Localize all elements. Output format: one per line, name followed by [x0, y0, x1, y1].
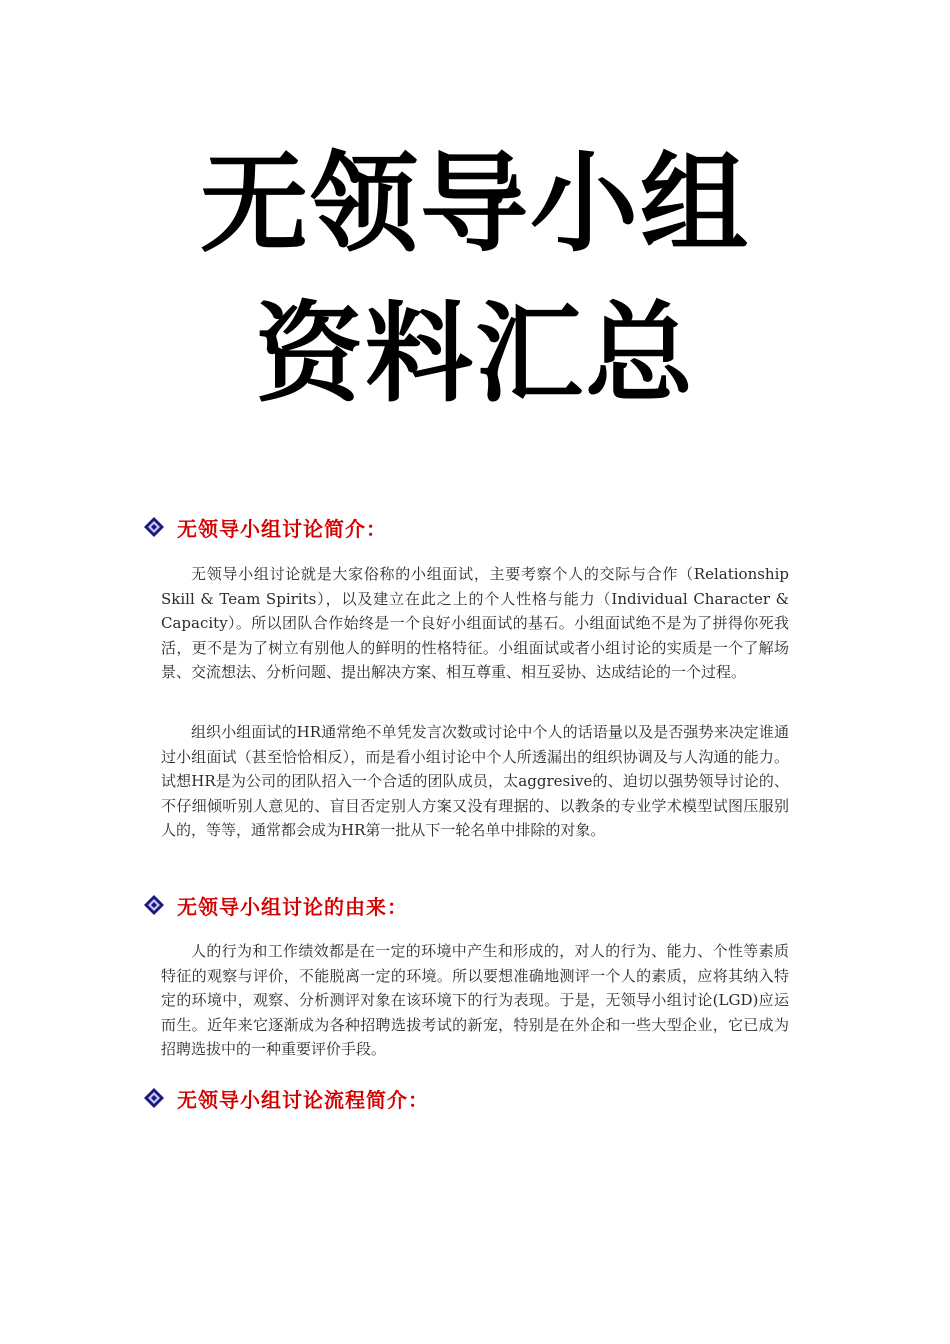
diamond-bullet-icon — [143, 894, 165, 916]
paragraph-intro-2: 组织小组面试的HR通常绝不单凭发言次数或讨论中个人的话语量以及是否强势来决定谁通过小组面试（甚至恰恰相反），而是看小组讨论中个人所透漏出的组织协调及与人沟通的能力。试想HR是为公司的团队招入一个合适的团队成员，太aggresive的、迫切以强势领导讨论的、不仔细倾听别人意见的、盲目否定别人方案又没有理据的、以教条的专业学术模型试图压服别人的，等等，通常都会成为HR第一批从下一轮名单中排除的对象。 — [161, 723, 789, 840]
document-title-line-2: 资料汇总 — [254, 292, 695, 417]
section-heading-origin — [143, 887, 408, 923]
diamond-bullet-icon — [143, 1087, 165, 1109]
section-heading-text: 无领导小组讨论的由来： — [177, 894, 408, 919]
document-title-line-1: 无领导小组 — [199, 142, 750, 267]
section-heading-process — [143, 1080, 429, 1116]
diamond-bullet-icon — [143, 516, 165, 538]
section-heading-text: 无领导小组讨论流程简介： — [177, 1087, 429, 1112]
section-heading-text: 无领导小组讨论简介： — [177, 516, 387, 541]
section-heading-intro — [143, 509, 387, 545]
paragraph-intro-1: 无领导小组讨论就是大家俗称的小组面试，主要考察个人的交际与合作（Relationship Skill & Team Spirits），以及建立在此之上的个人性格与能力（Individual Character & Capacity）。所以团队合作始终是一个良好小组面试的基石。小组面试绝不是为了拼得你死我活，更不是为了树立有别他人的鲜明的性格特征。小组面试或者小组讨论的实质是一个了解场景、交流想法、分析问题、提出解决方案、相互尊重、相互妥协、达成结论的一个过程。 — [161, 565, 789, 682]
paragraph-origin-1: 人的行为和工作绩效都是在一定的环境中产生和形成的，对人的行为、能力、个性等素质特征的观察与评价，不能脱离一定的环境。所以要想准确地测评一个人的素质，应将其纳入特定的环境中，观察、分析测评对象在该环境下的行为表现。于是，无领导小组讨论(LGD)应运而生。近年来它逐渐成为各种招聘选拔考试的新宠，特别是在外企和一些大型企业，它已成为招聘选拔中的一种重要评价手段。 — [161, 942, 789, 1059]
